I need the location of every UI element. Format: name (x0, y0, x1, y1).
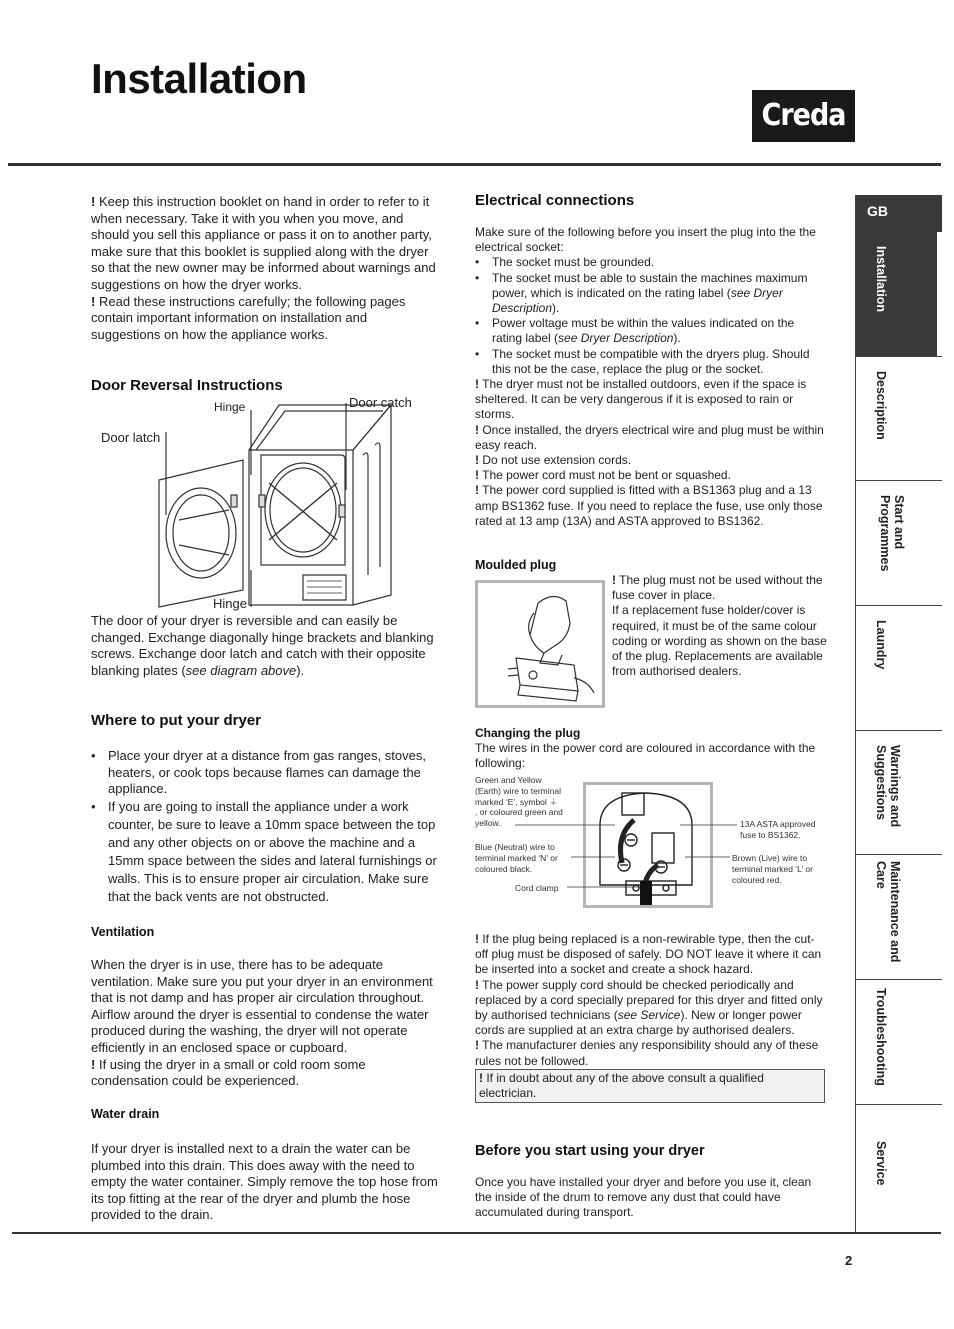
where-heading: Where to put your dryer (91, 712, 262, 729)
warning-icon: ! (475, 483, 479, 498)
warning-icon: ! (91, 293, 96, 309)
door-reversal-text: The door of your dryer is reversible and can easily be changed. Exchange diagonally hinge brackets and blanking screws. Exchange door latch and catch with their opposite blanking plates (see diagram above). (91, 613, 434, 678)
brand-logo: Creda (752, 90, 855, 142)
list-item: • The socket must be compatible with the dryers plug. Should this not be the case, replace the plug or the socket. (475, 347, 825, 377)
page-number: 2 (845, 1253, 853, 1268)
cord-clamp-label: Cord clamp (515, 883, 559, 893)
tab-warnings-and-suggestions[interactable]: Warnings and Suggestions (856, 731, 942, 855)
list-item: • The socket must be grounded. (475, 255, 825, 270)
moulded-plug-image (475, 580, 605, 708)
tab-installation[interactable]: Installation (856, 232, 937, 356)
language-tab[interactable]: GB (856, 195, 942, 232)
warning-icon: ! (475, 468, 479, 483)
door-reversal-diagram (91, 395, 436, 613)
earth-symbol-icon: ⏚ (549, 796, 558, 807)
ventilation-text: When the dryer is in use, there has to be adequate ventilation. Make sure you put your dryer in an environment that is not damp and has proper air circulation throughout. Airflow around the dryer is essential to condense the water produced during the washing, the dryer will not operate efficiently in an enclosed space or cupboard. ! If using the dryer in a small or cold room some condensation could be experienced. (91, 957, 433, 1089)
door-reversal-heading: Door Reversal Instructions (91, 377, 283, 394)
water-drain-text: If your dryer is installed next to a drain the water can be plumbed into this drain. This does away with the need to empty the water container. Simply remove the top hose from its top fitting at the rear of the dryer and plumb the hose provided to the drain. (91, 1141, 438, 1223)
warning-icon: ! (475, 377, 479, 392)
section-sidebar (855, 195, 942, 1232)
before-use-text: Once you have installed your dryer and before you use it, clean the inside of the drum to remove any dust that could have accumulated during transport. (475, 1175, 812, 1220)
list-item: • If you are going to install the appliance under a work counter, be sure to leave a 10mm space between the top and any other objects on or above the machine and a 15mm space between the sides and lateral furnishings or walls. This is to ensure proper air circulation. Make sure that the back vents are not obstructed. (91, 798, 438, 906)
intro-paragraph-1: ! Keep this instruction booklet on hand in order to refer to it when necessary. Take it with you when you move, and should you sell this appliance or pass it on to another party, make sure that this booklet is supplied along with the dryer so that the new owner may be informed about warnings and suggestions on how the dryer works. (91, 194, 436, 292)
door-latch-label: Door latch (101, 430, 161, 445)
warning-icon: ! (612, 573, 616, 587)
water-drain-heading: Water drain (91, 1107, 160, 1121)
warning-icon: ! (475, 422, 479, 437)
changing-plug-text: The wires in the power cord are coloured in accordance with the following: (475, 741, 816, 771)
tab-troubleshooting[interactable]: Troubleshooting (856, 980, 942, 1105)
blue-wire-label: Blue (Neutral) wire to terminal marked ‘N’ or coloured black. (475, 842, 558, 874)
warning-icon: ! (475, 453, 479, 468)
footer-divider (12, 1232, 941, 1234)
ventilation-heading: Ventilation (91, 925, 155, 939)
warning-icon: ! (475, 977, 479, 992)
list-item: • The socket must be able to sustain the machines maximum power, which is indicated on the rating label (see Dryer Description). (475, 271, 825, 317)
left-column (91, 194, 439, 343)
page-title: Installation (91, 55, 307, 102)
fuse-label: 13A ASTA approved fuse to BS1362. (740, 819, 816, 840)
intro-paragraph-2: ! Read these instructions carefully; the following pages contain important information on installation and suggestions on how the appliance works. (91, 293, 406, 342)
warning-icon: ! (475, 1038, 479, 1053)
plug-wiring-diagram (475, 775, 830, 915)
list-item: • Place your dryer at a distance from gas ranges, stoves, heaters, or cook tops because flames can damage the appliance. (91, 748, 438, 798)
electrical-section: Make sure of the following before you insert the plug into the the electrical socket: • The socket must be grounded. • The socket must be able to sustain the machines maximum power, which is indicated on the rating label (see Dryer Description). • Power voltage must be within the values indicated on the rating label (see Dryer Description). • The socket must be compatible with the dryers plug. Should this not be the case, replace the plug or the socket. ! The dryer must not be installed outdoors, even if the space is sheltered. It can be very dangerous if it is exposed to rain or storms. ! Once installed, the dryers electrical wire and plug must be within easy reach. ! Do not use extension cords. ! The power cord must not be bent or squashed. ! The power cord supplied is fitted with a BS1363 plug and a 13 amp BS1362 fuse. If you need to replace the fuse, use only those rated at 13 amp (13A) and ASTA approved to BS1362. (475, 225, 825, 529)
warning-icon: ! (475, 932, 479, 946)
hinge-top-label: Hinge (214, 400, 246, 414)
tab-description[interactable]: Description (856, 356, 942, 481)
door-catch-label: Door catch (349, 395, 412, 410)
dryer-illustration (91, 395, 436, 613)
brown-wire-label: Brown (Live) wire to terminal marked ‘L’ or coloured red. (732, 853, 813, 885)
moulded-plug-text: ! The plug must not be used without the fuse cover in place. If a replacement fuse holder/cover is required, it must be of the same colour coding or wording as shown on the base of the plug. Replacements are available from authorised dealers. (612, 573, 827, 679)
tab-maintenance-and-care[interactable]: Maintenance and Care (856, 855, 942, 980)
where-list (91, 748, 438, 906)
before-use-heading: Before you start using your dryer (475, 1143, 705, 1159)
tab-service[interactable]: Service (874, 1141, 888, 1186)
electrical-heading: Electrical connections (475, 192, 635, 209)
changing-plug-heading: Changing the plug (475, 726, 581, 740)
warning-icon: ! (91, 1056, 96, 1072)
green-yellow-wire-label: Green and Yellow (Earth) wire to terminal marked ‘E’, symbol ⏚ , or coloured green and yellow. (475, 775, 563, 829)
hinge-bottom-label: Hinge (213, 596, 247, 611)
tab-start-and-programmes[interactable]: Start and Programmes (856, 481, 942, 606)
plug-warnings: ! If the plug being replaced is a non-rewirable type, then the cut-off plug must be disposed of safely. DO NOT leave it where it can be inserted into a socket and create a shock hazard. ! The power supply cord should be checked periodically and replaced by a cord specially prepared for this dryer and fitted only by authorised technicians (see Service). New or longer power cords are supplied at an extra charge by authorised dealers. ! The manufacturer denies any responsibility should any of these rules not be followed. ! If in doubt about any of the above consult a qualified electrician. (475, 932, 825, 1103)
moulded-plug-heading: Moulded plug (475, 558, 557, 572)
warning-icon: ! (91, 194, 96, 209)
hand-plug-illustration (478, 583, 602, 705)
header-divider (8, 163, 941, 166)
electrician-notice: ! If in doubt about any of the above consult a qualified electrician. (475, 1069, 825, 1103)
list-item: • Power voltage must be within the values indicated on the rating label (see Dryer Description). (475, 316, 825, 346)
tab-laundry[interactable]: Laundry (856, 606, 942, 731)
warning-icon: ! (479, 1070, 483, 1085)
